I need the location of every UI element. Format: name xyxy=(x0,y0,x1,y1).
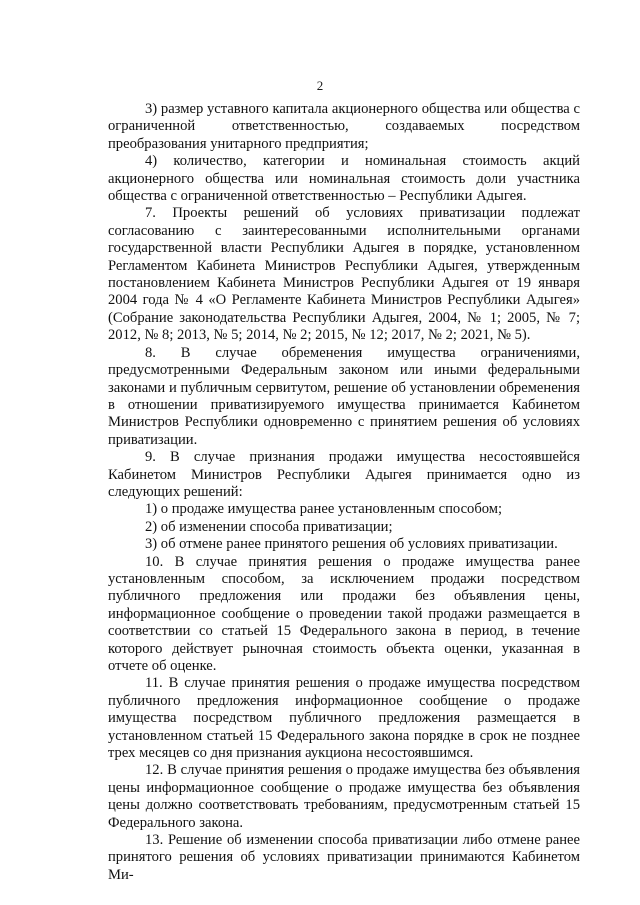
paragraph-8-encumbrance: 8. В случае обременения имущества ограничениями, предусмотренными Федеральным законом или иными федеральными законами и публичным сервитутом, решение об установлении обременения в отношении приватизируемого имущества принимается Кабинетом Министров Республики одновременно с принятием решения об условиях приватизации. xyxy=(108,344,580,448)
paragraph-12-no-price: 12. В случае принятия решения о продаже имущества без объявления цены информационное сообщение о продаже имущества без объявления цены должно соответствовать требованиям, предусмотренным статьей 15 Федерального закона. xyxy=(108,762,580,831)
paragraph-7-approval: 7. Проекты решений об условиях приватизации подлежат согласованию с заинтересованными исполнительными органами государственной власти Республики Адыгея в порядке, установленном Регламентом Кабинета Министров Республики Адыгея, утвержденным постановлением Кабинета Министров Республики Адыгея от 19 января 2004 года № 4 «О Регламенте Кабинета Министров Республики Адыгея» (Собрание законодательства Республики Адыгея, 2004, № 1; 2005, № 7; 2012, № 8; 2013, № 5; 2014, № 2; 2015, № 12; 2017, № 2; 2021, № 5). xyxy=(108,205,580,344)
paragraph-9-option-2: 2) об изменении способа приватизации; xyxy=(145,518,393,535)
page-number: 2 xyxy=(316,78,324,93)
paragraph-11-public-offer: 11. В случае принятия решения о продаже имущества посредством публичного предложения информационное сообщение о продаже имущества посредством публичного предложения размещается в установленном статьей 15 Федерального закона порядке в срок не позднее трех месяцев со дня признания аукциона несостоявшимся. xyxy=(108,675,580,762)
paragraph-9-failed-sale: 9. В случае признания продажи имущества несостоявшейся Кабинетом Министров Республики Адыгея принимается одно из следующих решений: xyxy=(108,449,580,500)
paragraph-9-option-3: 3) об отмене ранее принятого решения об условиях приватизации. xyxy=(145,536,558,553)
paragraph-item-4-shares: 4) количество, категории и номинальная стоимость акций акционерного общества или номинальная стоимость доли участника общества с ограниченной ответственностью – Республики Адыгея. xyxy=(108,153,580,205)
paragraph-item-3-capital: 3) размер уставного капитала акционерного общества или общества с ограниченной ответственностью, создаваемых посредством преобразования унитарного предприятия; xyxy=(108,101,580,152)
paragraph-10-same-method: 10. В случае принятия решения о продаже имущества ранее установленным способом, за исключением продажи посредством публичного предложения или продажи без объявления цены, информационное сообщение о проведении такой продажи размещается в соответствии со статьей 15 Федерального закона в период, в течение которого действует рыночная стоимость объекта оценки, указанная в отчете об оценке. xyxy=(108,553,580,674)
paragraph-13-change-method: 13. Решение об изменении способа приватизации либо отмене ранее принятого решения об условиях приватизации принимаются Кабинетом Ми- xyxy=(108,832,580,883)
document-body xyxy=(108,101,580,884)
paragraph-9-option-1: 1) о продаже имущества ранее установленным способом; xyxy=(145,501,503,518)
